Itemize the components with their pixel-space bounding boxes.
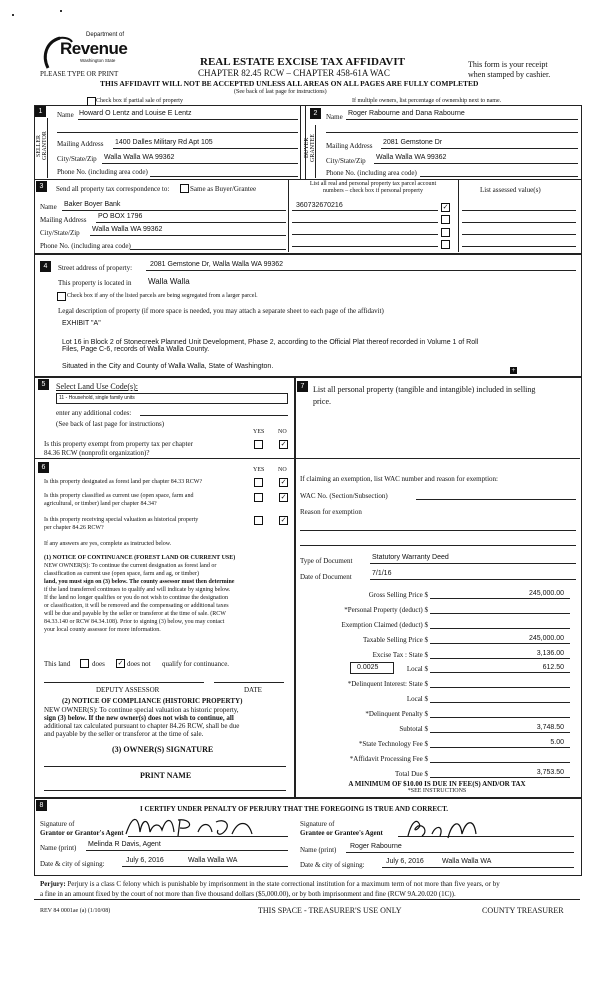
receipt-note-1: This form is your receipt: [468, 60, 548, 69]
historic-question-2: per chapter 84.26 RCW?: [44, 525, 104, 531]
tax-row-line: [430, 777, 570, 778]
personal-property-checkbox-2[interactable]: [441, 215, 450, 224]
section-6-badge: 6: [38, 462, 49, 473]
perjury-notice-1: [40, 880, 580, 888]
sec5-see-back: (See back of last page for instructions): [56, 420, 165, 428]
sec5-yes-label: YES: [253, 429, 265, 435]
tax-row-label: Exemption Claimed (deduct) $: [341, 621, 428, 629]
notice-continuance-3: land, you must sign on (3) below. The county assessor must then determine: [44, 579, 235, 585]
assessed-head: List assessed value(s): [480, 186, 541, 194]
seller-city[interactable]: Walla Walla WA 99362: [104, 154, 175, 161]
grantor-sig-label-2: Grantor or Grantor's Agent: [40, 829, 124, 837]
local-rate-value: 0.0025: [357, 664, 379, 671]
grantee-name[interactable]: Roger Rabourne: [350, 843, 402, 850]
notice-continuance-5: If the land no longer qualifies or you do not wish to continue the designation: [44, 595, 228, 601]
additional-codes-line: [140, 415, 288, 416]
tax-row-line: [430, 747, 570, 748]
print-name-line: [44, 790, 286, 791]
grantor-signature: [120, 810, 270, 840]
treasurer-use-label: THIS SPACE - TREASURER'S USE ONLY: [258, 906, 402, 915]
tax-row-label: Excise Tax : State $: [372, 651, 428, 659]
sec3-phone-line: [130, 249, 286, 250]
section-7-badge: 7: [297, 381, 308, 392]
assessed-line-2: [462, 222, 576, 223]
current-use-no-checkbox[interactable]: ✓: [280, 493, 287, 501]
exempt-question-2: 84.36 RCW (nonprofit organization)?: [44, 449, 150, 457]
section-2-badge: 2: [310, 108, 321, 119]
speck: [12, 14, 14, 16]
tax-row-value[interactable]: 3,753.50: [536, 769, 564, 776]
qualify-label: qualify for continuance.: [162, 660, 230, 668]
personal-property-list-1: List all personal property (tangible and intangible) included in selling: [313, 385, 536, 394]
notice-continuance-2: classification as current use (open space, farm and ag, or timber): [44, 571, 199, 577]
seller-phone-line: [150, 176, 298, 177]
seller-mail-label: Mailing Address: [57, 140, 104, 148]
doc-date-label: Date of Document: [300, 573, 352, 581]
buyer-mail[interactable]: 2081 Gemstone Dr: [383, 139, 443, 146]
buyer-mail-label: Mailing Address: [326, 142, 373, 150]
tax-row-line: [430, 687, 570, 688]
legal-description-3: Situated in the City and County of Walla Walla, State of Washington.: [62, 363, 274, 370]
tax-row-value[interactable]: 612.50: [542, 664, 564, 671]
forest-yes-checkbox[interactable]: [254, 478, 263, 487]
doc-date-value[interactable]: 7/1/16: [372, 570, 392, 577]
deputy-label: DEPUTY ASSESSOR: [96, 686, 160, 694]
parcel-line-3: [292, 234, 438, 235]
grantor-city[interactable]: Walla Walla WA: [188, 857, 238, 864]
buyer-city-line: [374, 163, 578, 164]
current-use-question-2: agricultural, or timber) land per chapter 84.34?: [44, 501, 157, 507]
notice-compliance-3: additional tax calculated pursuant to chapter 84.26 RCW, shall be due: [44, 722, 240, 730]
revenue-wordmark: Revenue: [60, 39, 128, 58]
same-as-buyer-checkbox[interactable]: [180, 184, 189, 193]
seller-name-line-2: [57, 132, 298, 133]
reason-line-1: [300, 530, 576, 531]
personal-property-checkbox-3[interactable]: [441, 228, 450, 237]
notice-compliance-title: (2) NOTICE OF COMPLIANCE (HISTORIC PROPERTY): [62, 697, 243, 705]
buyer-vertical-label: BUYER GRANTEE: [304, 134, 316, 162]
buyer-city-label: City/State/Zip: [326, 157, 366, 165]
sec3-name-line: [62, 210, 286, 211]
forest-question: Is this property designated as forest land per chapter 84.33 RCW?: [44, 479, 203, 485]
if-yes-note: If any answers are yes, complete as instructed below.: [44, 541, 172, 547]
buyer-side-rule: [315, 125, 323, 178]
sec3-mail-label: Mailing Address: [40, 216, 87, 224]
located-value[interactable]: Walla Walla: [148, 277, 190, 286]
deputy-date-label: DATE: [244, 686, 262, 694]
notice-continuance-1: NEW OWNER(S): To continue the current designation as forest land or: [44, 563, 217, 569]
doc-date-line: [370, 579, 576, 580]
parcel-number-1[interactable]: 360732670216: [296, 202, 343, 209]
section-4-frame: [34, 254, 582, 377]
parcel-head-1: List all real and personal property tax parcel account: [309, 181, 437, 187]
does-label: does: [92, 660, 105, 668]
does-not-label: does not: [127, 660, 151, 668]
section-1-badge: 1: [35, 106, 46, 117]
sec3-mail-line: [96, 222, 286, 223]
grantor-name[interactable]: Melinda R Davis, Agent: [88, 841, 161, 848]
tax-row-value[interactable]: 3,748.50: [536, 724, 564, 731]
section-8-badge: 8: [36, 800, 47, 811]
land-does-not-checkbox[interactable]: ✓: [117, 659, 124, 667]
tax-row-label: Subtotal $: [399, 725, 428, 733]
rev-number: REV 84 0001ae (a) (1/10/08): [40, 908, 111, 914]
assessed-line-4: [462, 246, 576, 247]
section-3-badge: 3: [36, 181, 47, 192]
segregated-checkbox[interactable]: [57, 292, 66, 301]
grantee-date-label: Date & city of signing:: [300, 861, 365, 869]
notice-continuance-7: will be due and payable by the seller or transferor at the time of sale. (RCW: [44, 611, 226, 617]
multiple-owners-note: If multiple owners, list percentage of ownership next to name.: [352, 98, 502, 104]
buyer-mail-line: [381, 148, 578, 149]
tax-row-value[interactable]: 5.00: [550, 739, 564, 746]
grantee-name-label: Name (print): [300, 846, 337, 854]
tax-row-label: *Delinquent Penalty $: [365, 710, 428, 718]
personal-property-checkbox-4[interactable]: [441, 240, 450, 249]
personal-property-list-2: price.: [313, 397, 331, 406]
notice-continuance-9: your local county assessor for more information.: [44, 627, 161, 633]
buyer-name-label: Name: [326, 113, 343, 121]
notice-compliance-2: sign (3) below. If the new owner(s) does not wish to continue, all: [44, 714, 234, 722]
exempt-question-1: Is this property exempt from property tax per chapter: [44, 440, 193, 448]
street-address[interactable]: 2081 Gemstone Dr, Walla Walla WA 99362: [150, 261, 284, 268]
tax-row-label: *Delinquent Interest: State $: [347, 680, 428, 688]
deputy-date-line: [214, 682, 284, 683]
buyer-name-line-2: [326, 132, 578, 133]
legal-description-2: Files, Page C-6, records of Walla Walla County.: [62, 346, 210, 353]
historic-question-1: Is this property receiving special valuation as historical property: [44, 517, 199, 523]
perjury-text-1: Perjury is a class C felony which is punishable by imprisonment in the state correctional institution for a maximum term of not more than five years, or by: [65, 880, 500, 888]
tax-row-line: [430, 762, 570, 763]
street-label: Street address of property:: [58, 264, 133, 272]
wac-label: WAC No. (Section/Subsection): [300, 492, 388, 500]
sec6-no-label: NO: [278, 467, 287, 473]
grantor-date[interactable]: July 6, 2016: [126, 857, 164, 864]
certify-statement: I CERTIFY UNDER PENALTY OF PERJURY THAT THE FOREGOING IS TRUE AND CORRECT.: [140, 805, 449, 813]
tax-row-label: Local $: [406, 695, 428, 703]
legal-exhibit: EXHIBIT "A": [62, 320, 101, 327]
please-type-label: PLEASE TYPE OR PRINT: [40, 70, 119, 78]
land-does-checkbox[interactable]: [80, 659, 89, 668]
exempt-yes-checkbox[interactable]: [254, 440, 263, 449]
tax-row-label: Gross Selling Price $: [368, 591, 428, 599]
buyer-name[interactable]: Roger Rabourne and Dana Rabourne: [348, 110, 465, 117]
print-name-label: PRINT NAME: [140, 771, 192, 780]
tax-row-value[interactable]: 3,136.00: [536, 650, 564, 657]
dept-of-label: Department of: [86, 32, 125, 38]
tax-row-value[interactable]: 245,000.00: [528, 635, 564, 642]
partial-sale-label: Check box if partial sale of property: [96, 98, 183, 104]
see-back-note: (See back of last page for instructions): [234, 89, 327, 95]
sec3-name[interactable]: Baker Boyer Bank: [64, 201, 121, 208]
grantee-name-line: [346, 852, 574, 853]
form-title: REAL ESTATE EXCISE TAX AFFIDAVIT: [200, 56, 405, 68]
seller-name-line: [78, 119, 298, 120]
right-column-frame: [294, 377, 582, 798]
sec3-city-label: City/State/Zip: [40, 229, 80, 237]
segregated-label: Check box if any of the listed parcels are being segregated from a larger parcel.: [67, 293, 258, 299]
grantor-name-line: [86, 850, 288, 851]
seller-mail-line: [113, 148, 298, 149]
doc-type-value[interactable]: Statutory Warranty Deed: [372, 554, 449, 561]
grantee-city[interactable]: Walla Walla WA: [442, 858, 492, 865]
buyer-phone-label: Phone No. (including area code): [326, 169, 417, 177]
assessed-line-1: [462, 210, 576, 211]
tax-row-label: *Personal Property (deduct) $: [344, 606, 428, 614]
tax-row-line: [430, 717, 570, 718]
wa-state-label: Washington State: [80, 58, 116, 63]
tax-row-line: [430, 598, 570, 599]
seller-side-rule: [47, 118, 55, 178]
reason-label: Reason for exemption: [300, 508, 362, 516]
dor-logo: [40, 32, 140, 70]
tax-row-label: Local $: [406, 665, 428, 673]
deputy-line: [44, 682, 204, 683]
tax-row-label: *State Technology Fee $: [358, 740, 428, 748]
this-land-label: This land: [44, 660, 71, 668]
send-correspondence-label: Send all property tax correspondence to:: [56, 185, 170, 193]
sec3-city-line: [90, 235, 286, 236]
historic-yes-checkbox[interactable]: [254, 516, 263, 525]
tax-row-label: Taxable Selling Price $: [362, 636, 428, 644]
buyer-phone-line: [420, 176, 578, 177]
grantor-date-line: [122, 866, 288, 867]
assessed-divider: [458, 179, 459, 252]
wac-line: [416, 499, 576, 500]
notice-continuance-4: if the land transferred continues to qualify and will indicate by signing below.: [44, 587, 231, 593]
seller-mail[interactable]: 1400 Dalles Military Rd Apt 105: [115, 139, 213, 146]
county-treasurer-label: COUNTY TREASURER: [482, 906, 564, 915]
minimum-due-note: A MINIMUM OF $10.00 IS DUE IN FEE(S) AND/OR TAX: [348, 780, 526, 788]
grantee-sig-label-1: Signature of: [300, 820, 335, 828]
parcel-line-4: [292, 246, 438, 247]
perjury-bold: Perjury:: [40, 880, 66, 888]
tax-row-line: [430, 702, 570, 703]
grantee-sig-label-2: Grantee or Grantee's Agent: [300, 829, 383, 837]
legal-label: Legal description of property (if more space is needed, you may attach a separate sheet to each page of the affidavit): [58, 307, 384, 315]
receipt-note-2: when stamped by cashier.: [468, 70, 551, 79]
located-label: This property is located in: [58, 279, 132, 287]
current-use-yes-checkbox[interactable]: [254, 493, 263, 502]
legal-description-1: Lot 16 in Block 2 of Stonecreek Planned Unit Development, Phase 2, according to the Official Plat thereof recorded in Volume 1 of Roll: [62, 339, 479, 346]
owner-signature-label: (3) OWNER(S) SIGNATURE: [112, 745, 214, 754]
sec3-city[interactable]: Walla Walla WA 99362: [92, 226, 163, 233]
exempt-no-checkbox[interactable]: ✓: [280, 440, 287, 448]
notice-continuance-title: (1) NOTICE OF CONTINUANCE (FOREST LAND OR CURRENT USE): [44, 555, 236, 561]
street-line: [146, 270, 576, 271]
parcel-head-2: numbers – check box if personal property: [323, 188, 423, 194]
owner-signature-line: [44, 766, 286, 767]
grantor-name-label: Name (print): [40, 844, 77, 852]
see-instructions-note: *SEE INSTRUCTIONS: [407, 788, 467, 794]
forest-no-checkbox[interactable]: ✓: [280, 478, 287, 486]
seller-city-label: City/State/Zip: [57, 155, 97, 163]
notice-compliance-1: NEW OWNER(S): To continue special valuation as historic property,: [44, 706, 239, 714]
doc-type-label: Type of Document: [300, 557, 353, 565]
seller-name[interactable]: Howard O Lentz and Louise E Lentz: [79, 110, 192, 117]
section-5-badge: 5: [38, 379, 49, 390]
tax-row-line: [430, 628, 570, 629]
grantee-signature: [404, 812, 494, 840]
acceptance-warning: THIS AFFIDAVIT WILL NOT BE ACCEPTED UNLESS ALL AREAS ON ALL PAGES ARE FULLY COMPLETED: [100, 79, 479, 88]
parcel-line-1: [292, 210, 438, 211]
historic-no-checkbox[interactable]: ✓: [280, 516, 287, 524]
seller-name-label: Name: [57, 111, 74, 119]
tax-row-value[interactable]: 245,000.00: [528, 590, 564, 597]
sec3-phone-label: Phone No. (including area code): [40, 242, 131, 250]
tax-row-line: [430, 658, 570, 659]
notice-continuance-8: 84.33.140 or RCW 84.34.108). Prior to signing (3) below, you may contact: [44, 619, 225, 625]
notice-compliance-4: and payable by the seller or transferor at the time of sale.: [44, 730, 204, 738]
land-use-label: Select Land Use Code(s):: [56, 382, 138, 391]
tax-row-label: Total Due $: [395, 770, 428, 778]
land-use-value: 11 - Household, single family units: [59, 395, 135, 401]
sec5-no-label: NO: [278, 429, 287, 435]
perjury-notice-2: a fine in an amount fixed by the court of not more than five thousand dollars ($5,000.00), or by both imprisonment and fine (RCW 9A.20.020 (1C)).: [40, 890, 456, 898]
doc-type-line: [370, 563, 576, 564]
assessed-line-3: [462, 234, 576, 235]
section-4-badge: 4: [40, 261, 51, 272]
land-use-select[interactable]: [56, 393, 288, 404]
speck: [60, 10, 62, 12]
same-as-buyer-label: Same as Buyer/Grantee: [190, 185, 257, 193]
notice-continuance-6: or classification, it will be removed and the compensating or additional taxes: [44, 603, 229, 609]
grantee-date[interactable]: July 6, 2016: [386, 858, 424, 865]
sec7-divider: [294, 458, 580, 459]
seller-phone-label: Phone No. (including area code): [57, 168, 148, 176]
sec3-mail[interactable]: PO BOX 1796: [98, 213, 143, 220]
tax-row-line: [430, 613, 570, 614]
additional-codes-label: enter any additional codes:: [56, 409, 132, 417]
seller-city-line: [102, 163, 298, 164]
buyer-city[interactable]: Walla Walla WA 99362: [376, 154, 447, 161]
parcel-line-2: [292, 222, 438, 223]
sec5-6-divider: [34, 458, 294, 459]
tax-row-line: [430, 672, 570, 673]
form-chapter: CHAPTER 82.45 RCW – CHAPTER 458-61A WAC: [198, 68, 390, 78]
sec6-yes-label: YES: [253, 467, 265, 473]
tax-row-label: *Affidavit Processing Fee $: [349, 755, 428, 763]
exemption-label: If claiming an exemption, list WAC number and reason for exemption:: [300, 475, 498, 483]
grantee-date-line: [382, 867, 574, 868]
current-use-question-1: Is this property classified as current use (open space, farm and: [44, 493, 194, 499]
tax-row-line: [430, 732, 570, 733]
buyer-name-line: [346, 119, 578, 120]
sec3-name-label: Name: [40, 203, 57, 211]
reason-line-2: [300, 545, 576, 546]
personal-property-checkbox-1[interactable]: ✓: [442, 203, 449, 211]
seller-vertical-label: SELLER GRANTOR: [36, 131, 48, 161]
footer-rule: [34, 899, 580, 900]
grantor-date-label: Date & city of signing:: [40, 860, 105, 868]
tax-row-line: [430, 643, 570, 644]
expand-icon[interactable]: +: [511, 366, 516, 374]
grantor-sig-label-1: Signature of: [40, 820, 75, 828]
